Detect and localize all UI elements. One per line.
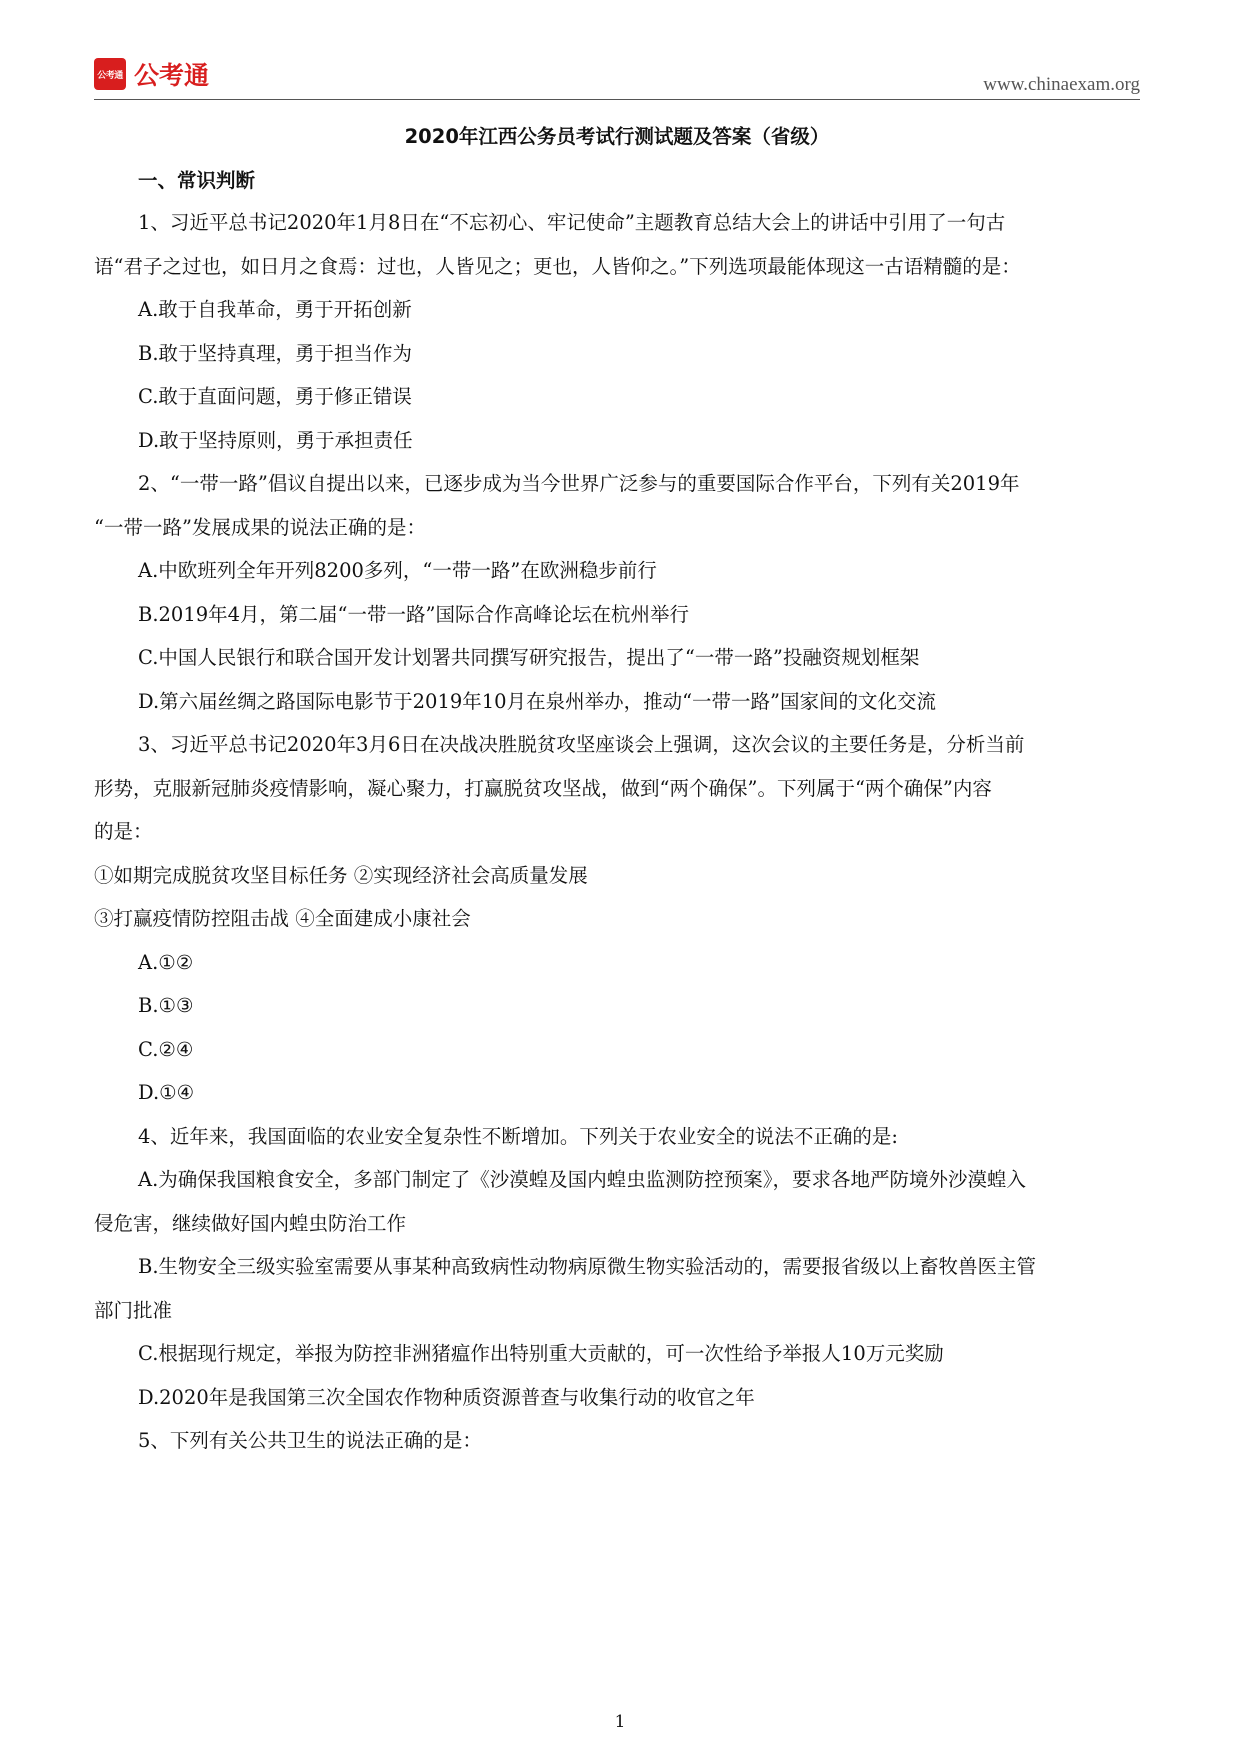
document-title: 2020年江西公务员考试行测试题及答案（省级）: [404, 125, 830, 148]
option-2d: D.第六届丝绸之路国际电影节于2019年10月在泉州举办，推动“一带一路”国家间的文化交流: [138, 690, 937, 713]
option-4c: C.根据现行规定，举报为防控非洲猪瘟作出特别重大贡献的，可一次性给予举报人10万元奖励: [138, 1342, 944, 1365]
question-1-line-2: 语“君子之过也，如日月之食焉：过也，人皆见之；更也，人皆仰之。”下列选项最能体现这一古语精髓的是：: [94, 255, 1021, 278]
option-4d: D.2020年是我国第三次全国农作物种质资源普查与收集行动的收官之年: [138, 1386, 755, 1409]
question-4-line-1: 4、近年来，我国面临的农业安全复杂性不断增加。下列关于农业安全的说法不正确的是:: [138, 1125, 898, 1148]
question-3-line-2: 形势，克服新冠肺炎疫情影响，凝心聚力，打赢脱贫攻坚战，做到“两个确保”。下列属于“两个确保”内容: [94, 777, 992, 800]
option-4b-line-1: B.生物安全三级实验室需要从事某种高致病性动物病原微生物实验活动的，需要报省级以上畜牧兽医主管: [138, 1255, 1037, 1278]
option-1d: D.敢于坚持原则，勇于承担责任: [138, 429, 413, 452]
question-3-line-3: 的是：: [94, 820, 153, 843]
question-3-items-1: ①如期完成脱贫攻坚目标任务 ②实现经济社会高质量发展: [94, 864, 588, 887]
question-3-items-2: ③打赢疫情防控阻击战 ④全面建成小康社会: [94, 907, 471, 930]
header-divider: [94, 99, 1140, 100]
option-2c: C.中国人民银行和联合国开发计划署共同撰写研究报告，提出了“一带一路”投融资规划框架: [138, 646, 920, 669]
question-5-line-1: 5、下列有关公共卫生的说法正确的是：: [138, 1429, 482, 1452]
site-url: www.chinaexam.org: [983, 74, 1140, 95]
option-4b-line-2: 部门批准: [94, 1299, 173, 1322]
option-3b: B.①③: [138, 994, 194, 1017]
question-3-line-1: 3、习近平总书记2020年3月6日在决战决胜脱贫攻坚座谈会上强调，这次会议的主要任务是，分析当前: [138, 733, 1025, 756]
option-4a-line-1: A.为确保我国粮食安全，多部门制定了《沙漠蝗及国内蝗虫监测防控预案》，要求各地严防境外沙漠蝗入: [138, 1168, 1027, 1191]
option-2a: A.中欧班列全年开列8200多列，“一带一路”在欧洲稳步前行: [138, 559, 657, 582]
section-heading: 一、常识判断: [138, 169, 256, 192]
option-1b: B.敢于坚持真理，勇于担当作为: [138, 342, 413, 365]
option-2b: B.2019年4月，第二届“一带一路”国际合作高峰论坛在杭州举行: [138, 603, 689, 626]
option-1a: A.敢于自我革命，勇于开拓创新: [138, 298, 412, 321]
question-1-line-1: 1、习近平总书记2020年1月8日在“不忘初心、牢记使命”主题教育总结大会上的讲话中引用了一句古: [138, 211, 1006, 234]
option-3c: C.②④: [138, 1038, 194, 1061]
page-number: 1: [614, 1712, 626, 1732]
option-1c: C.敢于直面问题，勇于修正错误: [138, 385, 412, 408]
page-header: [94, 58, 1140, 98]
logo-text: 公考通: [134, 61, 210, 90]
option-3a: A.①②: [138, 951, 194, 974]
question-2-line-2: “一带一路”发展成果的说法正确的是：: [94, 516, 426, 539]
logo-badge-icon: 公考通: [94, 58, 126, 90]
question-2-line-1: 2、“一带一路”倡议自提出以来，已逐步成为当今世界广泛参与的重要国际合作平台，下列有关2019年: [138, 472, 1020, 495]
option-4a-line-2: 侵危害，继续做好国内蝗虫防治工作: [94, 1212, 407, 1235]
option-3d: D.①④: [138, 1081, 195, 1104]
